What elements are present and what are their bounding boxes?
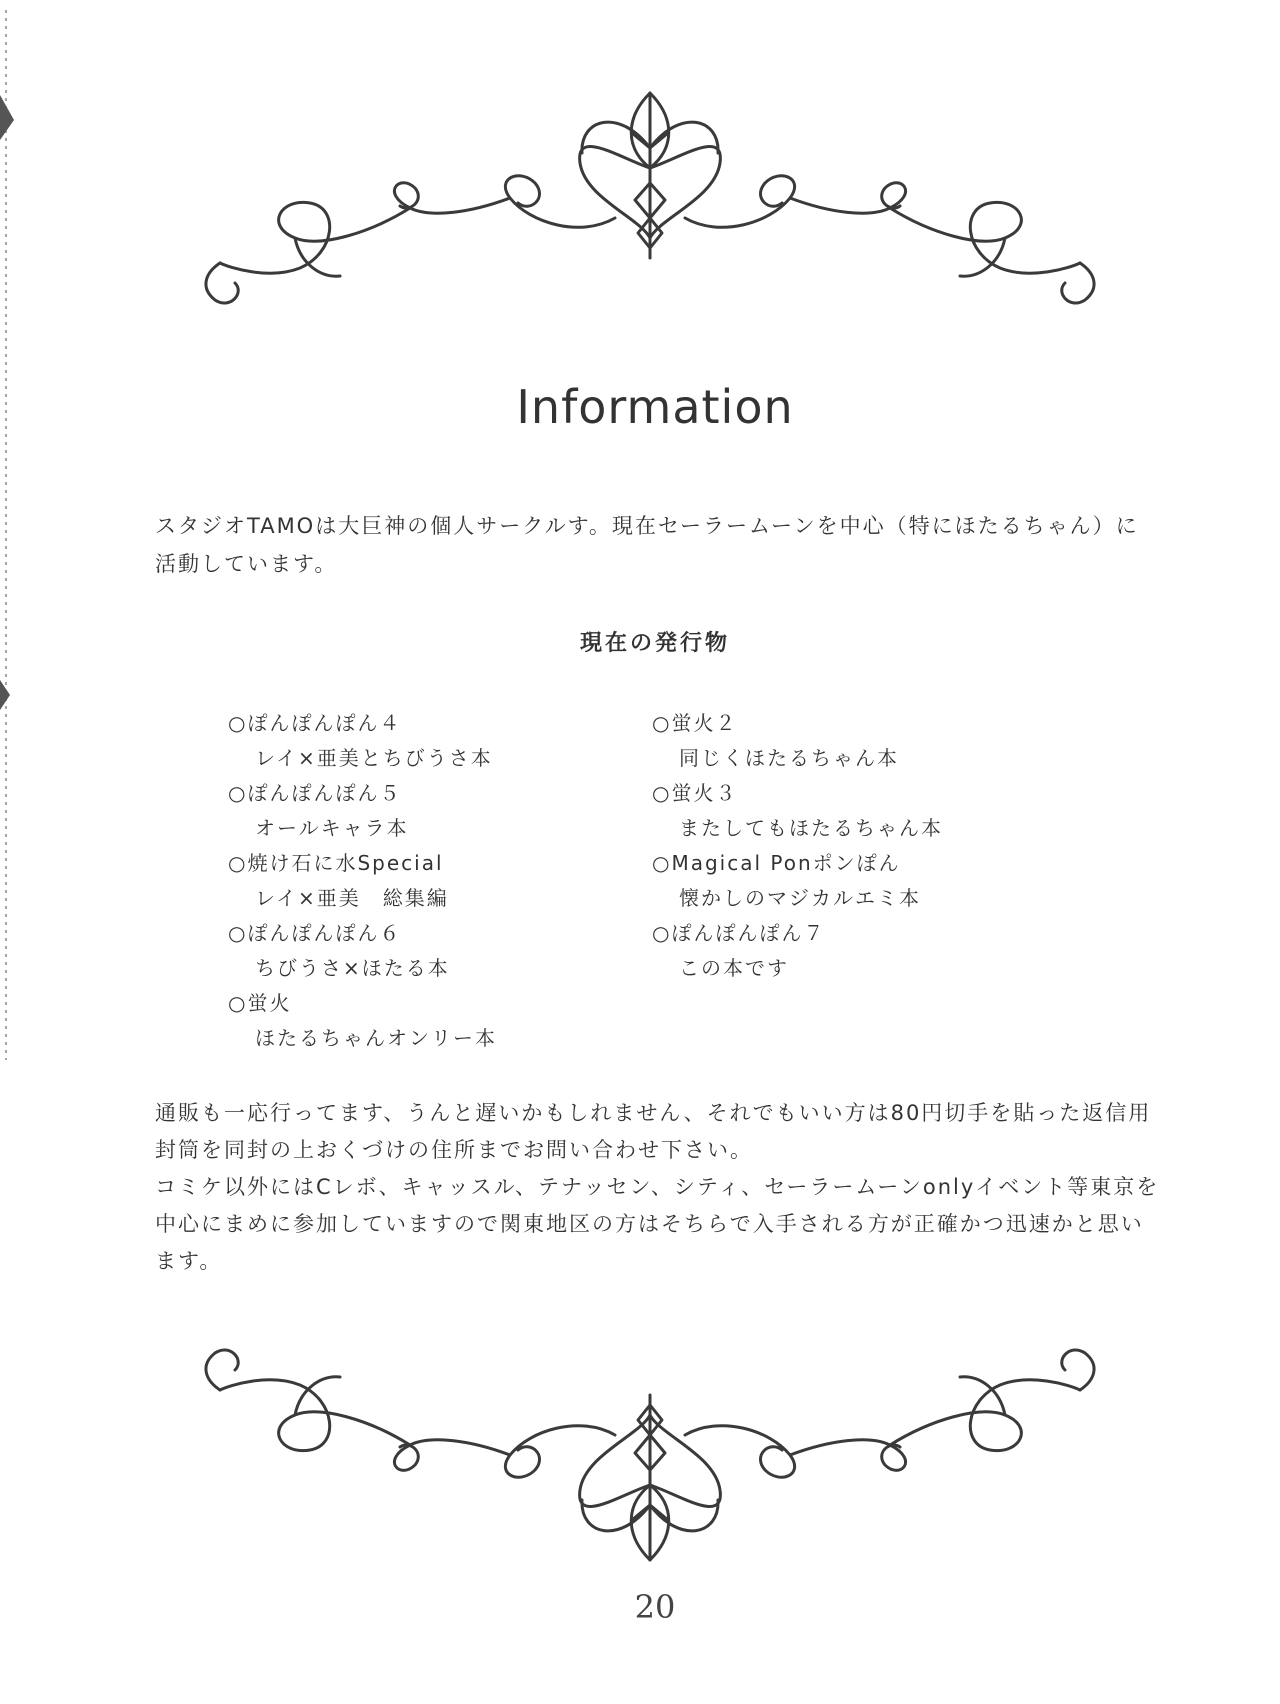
publication-title: ○蛍火３ [652,781,738,805]
publication-item [652,916,943,986]
publication-description: ちびうさ×ほたる本 [255,956,450,980]
publication-title: ○ぽんぽんぽん６ [228,921,402,945]
publication-description: ほたるちゃんオンリー本 [255,1026,497,1050]
publications-heading: 現在の発行物 [579,631,730,656]
publication-title: ○蛍火２ [652,711,738,735]
publication-title: ○焼け石に水Special [228,851,444,875]
publication-item [652,846,943,916]
publication-title: ○Magical Ponポンぽん [652,851,901,875]
publication-item [652,776,943,846]
events-paragraph: コミケ以外にはCレボ、キャッスル、テナッセン、シティ、セーラームーンonlyイベント等東京を中心にまめに参加していますので関東地区の方はそちらで入手される方が正確かつ迅速かと思います。 [155,1175,1160,1273]
publication-description: またしてもほたるちゃん本 [679,816,943,840]
publication-item [228,986,497,1056]
publication-description: 懐かしのマジカルエミ本 [679,886,921,910]
top-ornament [200,88,1100,348]
page-number: 20 [634,1588,676,1626]
page-title: Information [516,380,794,434]
publication-title: ○ぽんぽんぽん７ [652,921,826,945]
publications-list-right [652,706,943,986]
publications-list-left [228,706,497,1056]
footer-text [155,1095,1165,1280]
mail-order-paragraph: 通販も一応行ってます、うんと遅いかもしれません、それでもいい方は80円切手を貼った返信用封筒を同封の上おくづけの住所までお問い合わせ下さい。 [155,1101,1152,1162]
intro-paragraph: スタジオTAMOは大巨神の個人サークルす。現在セーラームーンを中心（特にほたるちゃん）に活動しています。 [155,514,1139,576]
publication-item [228,706,497,776]
bottom-ornament [200,1305,1100,1565]
publication-title: ○ぽんぽんぽん４ [228,711,402,735]
publication-item [228,916,497,986]
publication-title: ○蛍火 [228,991,292,1015]
publication-description: この本です [679,956,789,980]
publication-description: 同じくほたるちゃん本 [679,746,899,770]
publication-item [652,706,943,776]
publication-description: レイ×亜美 総集編 [255,886,449,910]
publication-title: ○ぽんぽんぽん５ [228,781,402,805]
publication-description: オールキャラ本 [255,816,409,840]
publication-item [228,776,497,846]
publication-description: レイ×亜美とちびうさ本 [255,746,493,770]
page-edge-decoration [0,0,14,1704]
publication-item [228,846,497,916]
